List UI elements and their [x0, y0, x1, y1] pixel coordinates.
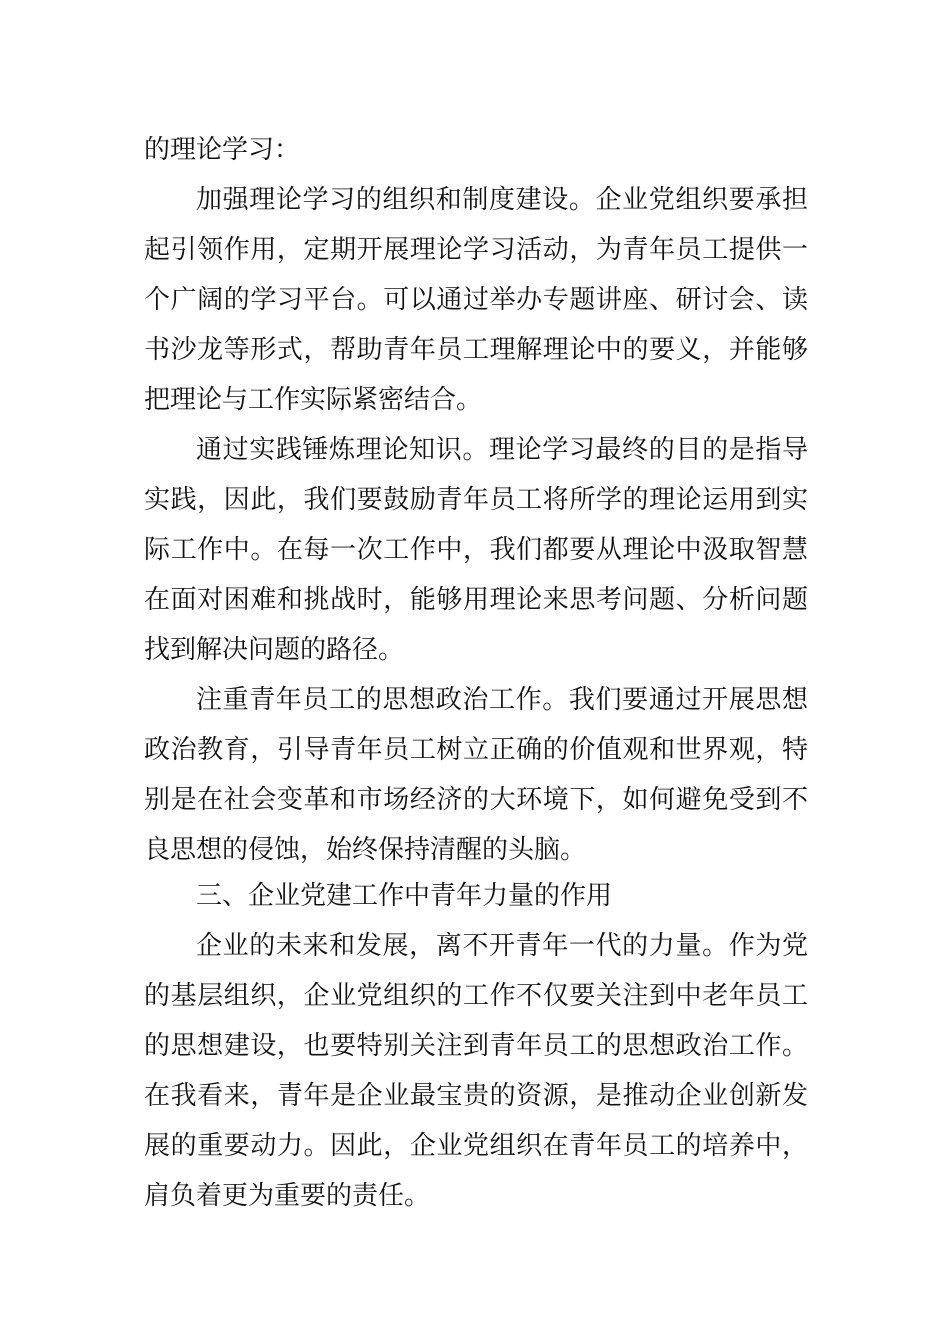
text-line: 良思想的侵蚀，始终保持清醒的头脑。 [144, 835, 587, 865]
paragraph-first-line: 注重青年员工的思想政治工作。我们要通过开展思想 [196, 685, 808, 715]
text-line: 展的重要动力。因此，企业党组织在青年员工的培养中， [144, 1131, 808, 1161]
text-line: 书沙龙等形式，帮助青年员工理解理论中的要义，并能够 [144, 335, 808, 365]
text-line: 把理论与工作实际紧密结合。 [144, 385, 483, 415]
text-line: 找到解决问题的路径。 [144, 635, 405, 665]
text-line: 肩负着更为重要的责任。 [144, 1181, 431, 1211]
text-line: 在我看来，青年是企业最宝贵的资源，是推动企业创新发 [144, 1081, 808, 1111]
text-line: 实践，因此，我们要鼓励青年员工将所学的理论运用到实 [144, 485, 808, 515]
text-line: 的基层组织，企业党组织的工作不仅要关注到中老年员工 [144, 981, 808, 1011]
text-line: 别是在社会变革和市场经济的大环境下，如何避免受到不 [144, 785, 808, 815]
paragraph-first-line: 通过实践锤炼理论知识。理论学习最终的目的是指导 [196, 435, 808, 465]
text-line: 在面对困难和挑战时，能够用理论来思考问题、分析问题 [144, 585, 808, 615]
text-line: 起引领作用，定期开展理论学习活动，为青年员工提供一 [144, 235, 808, 265]
text-line: 政治教育，引导青年员工树立正确的价值观和世界观，特 [144, 735, 808, 765]
text-line: 个广阔的学习平台。可以通过举办专题讲座、研讨会、读 [144, 285, 808, 315]
paragraph-first-line: 加强理论学习的组织和制度建设。企业党组织要承担 [196, 185, 808, 215]
text-line: 的思想建设，也要特别关注到青年员工的思想政治工作。 [144, 1031, 808, 1061]
text-line: 的理论学习： [144, 135, 301, 165]
paragraph-first-line: 企业的未来和发展，离不开青年一代的力量。作为党 [196, 931, 808, 961]
text-line: 际工作中。在每一次工作中，我们都要从理论中汲取智慧 [144, 535, 808, 565]
section-heading: 三、企业党建工作中青年力量的作用 [196, 881, 613, 911]
